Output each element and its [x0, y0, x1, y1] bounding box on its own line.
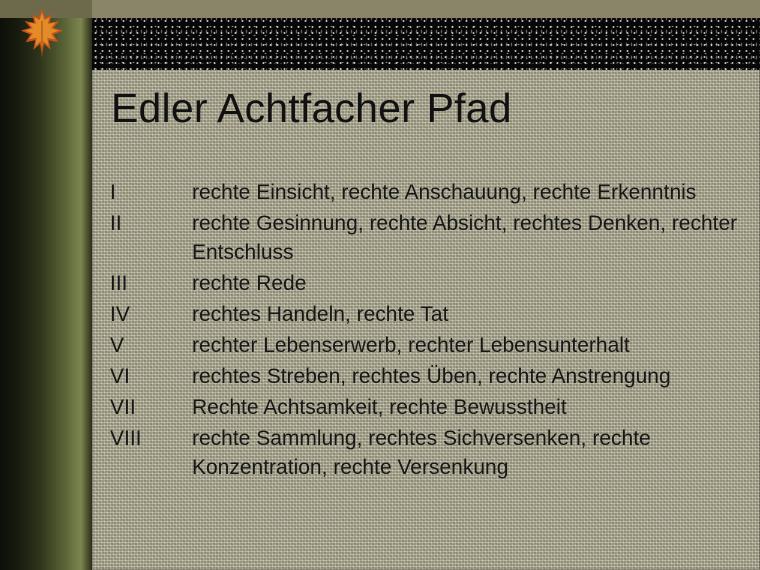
list-item-numeral: VIII [110, 427, 142, 450]
list-item-numeral: III [110, 272, 128, 295]
list-item [110, 178, 746, 207]
eightfold-path-list [110, 178, 746, 484]
list-item-text: rechtes Streben, rechtes Üben, rechte Anstrengung [192, 365, 671, 388]
list-item [110, 300, 746, 329]
list-item [110, 362, 746, 391]
page-title: Edler Achtfacher Pfad [111, 85, 512, 131]
slide-left-decorative-band [0, 0, 92, 570]
slide-header-texture-strip [92, 18, 760, 70]
list-item-text: rechte Sammlung, rechtes Sichversenken, rechte Konzentration, rechte Versenkung [192, 427, 651, 479]
slide-content-panel [92, 18, 760, 570]
list-item-text: rechte Einsicht, rechte Anschauung, rechte Erkenntnis [192, 181, 697, 204]
maple-leaf-icon [18, 6, 66, 60]
list-item [110, 209, 746, 267]
list-item-numeral: VII [110, 396, 136, 419]
list-item-text: Rechte Achtsamkeit, rechte Bewusstheit [192, 396, 567, 419]
list-item-text: rechte Rede [192, 272, 307, 295]
list-item-text: rechter Lebenserwerb, rechter Lebensunterhalt [192, 334, 630, 357]
list-item-numeral: VI [110, 365, 130, 388]
list-item-numeral: II [110, 212, 122, 235]
list-item-numeral: I [110, 181, 116, 204]
list-item-text: rechte Gesinnung, rechte Absicht, rechtes Denken, rechter Entschluss [192, 212, 738, 264]
list-item-text: rechtes Handeln, rechte Tat [192, 303, 449, 326]
list-item [110, 424, 746, 482]
list-item-numeral: V [110, 334, 125, 357]
list-item-numeral: IV [110, 303, 130, 326]
list-item [110, 393, 746, 422]
list-item [110, 269, 746, 298]
list-item [110, 331, 746, 360]
